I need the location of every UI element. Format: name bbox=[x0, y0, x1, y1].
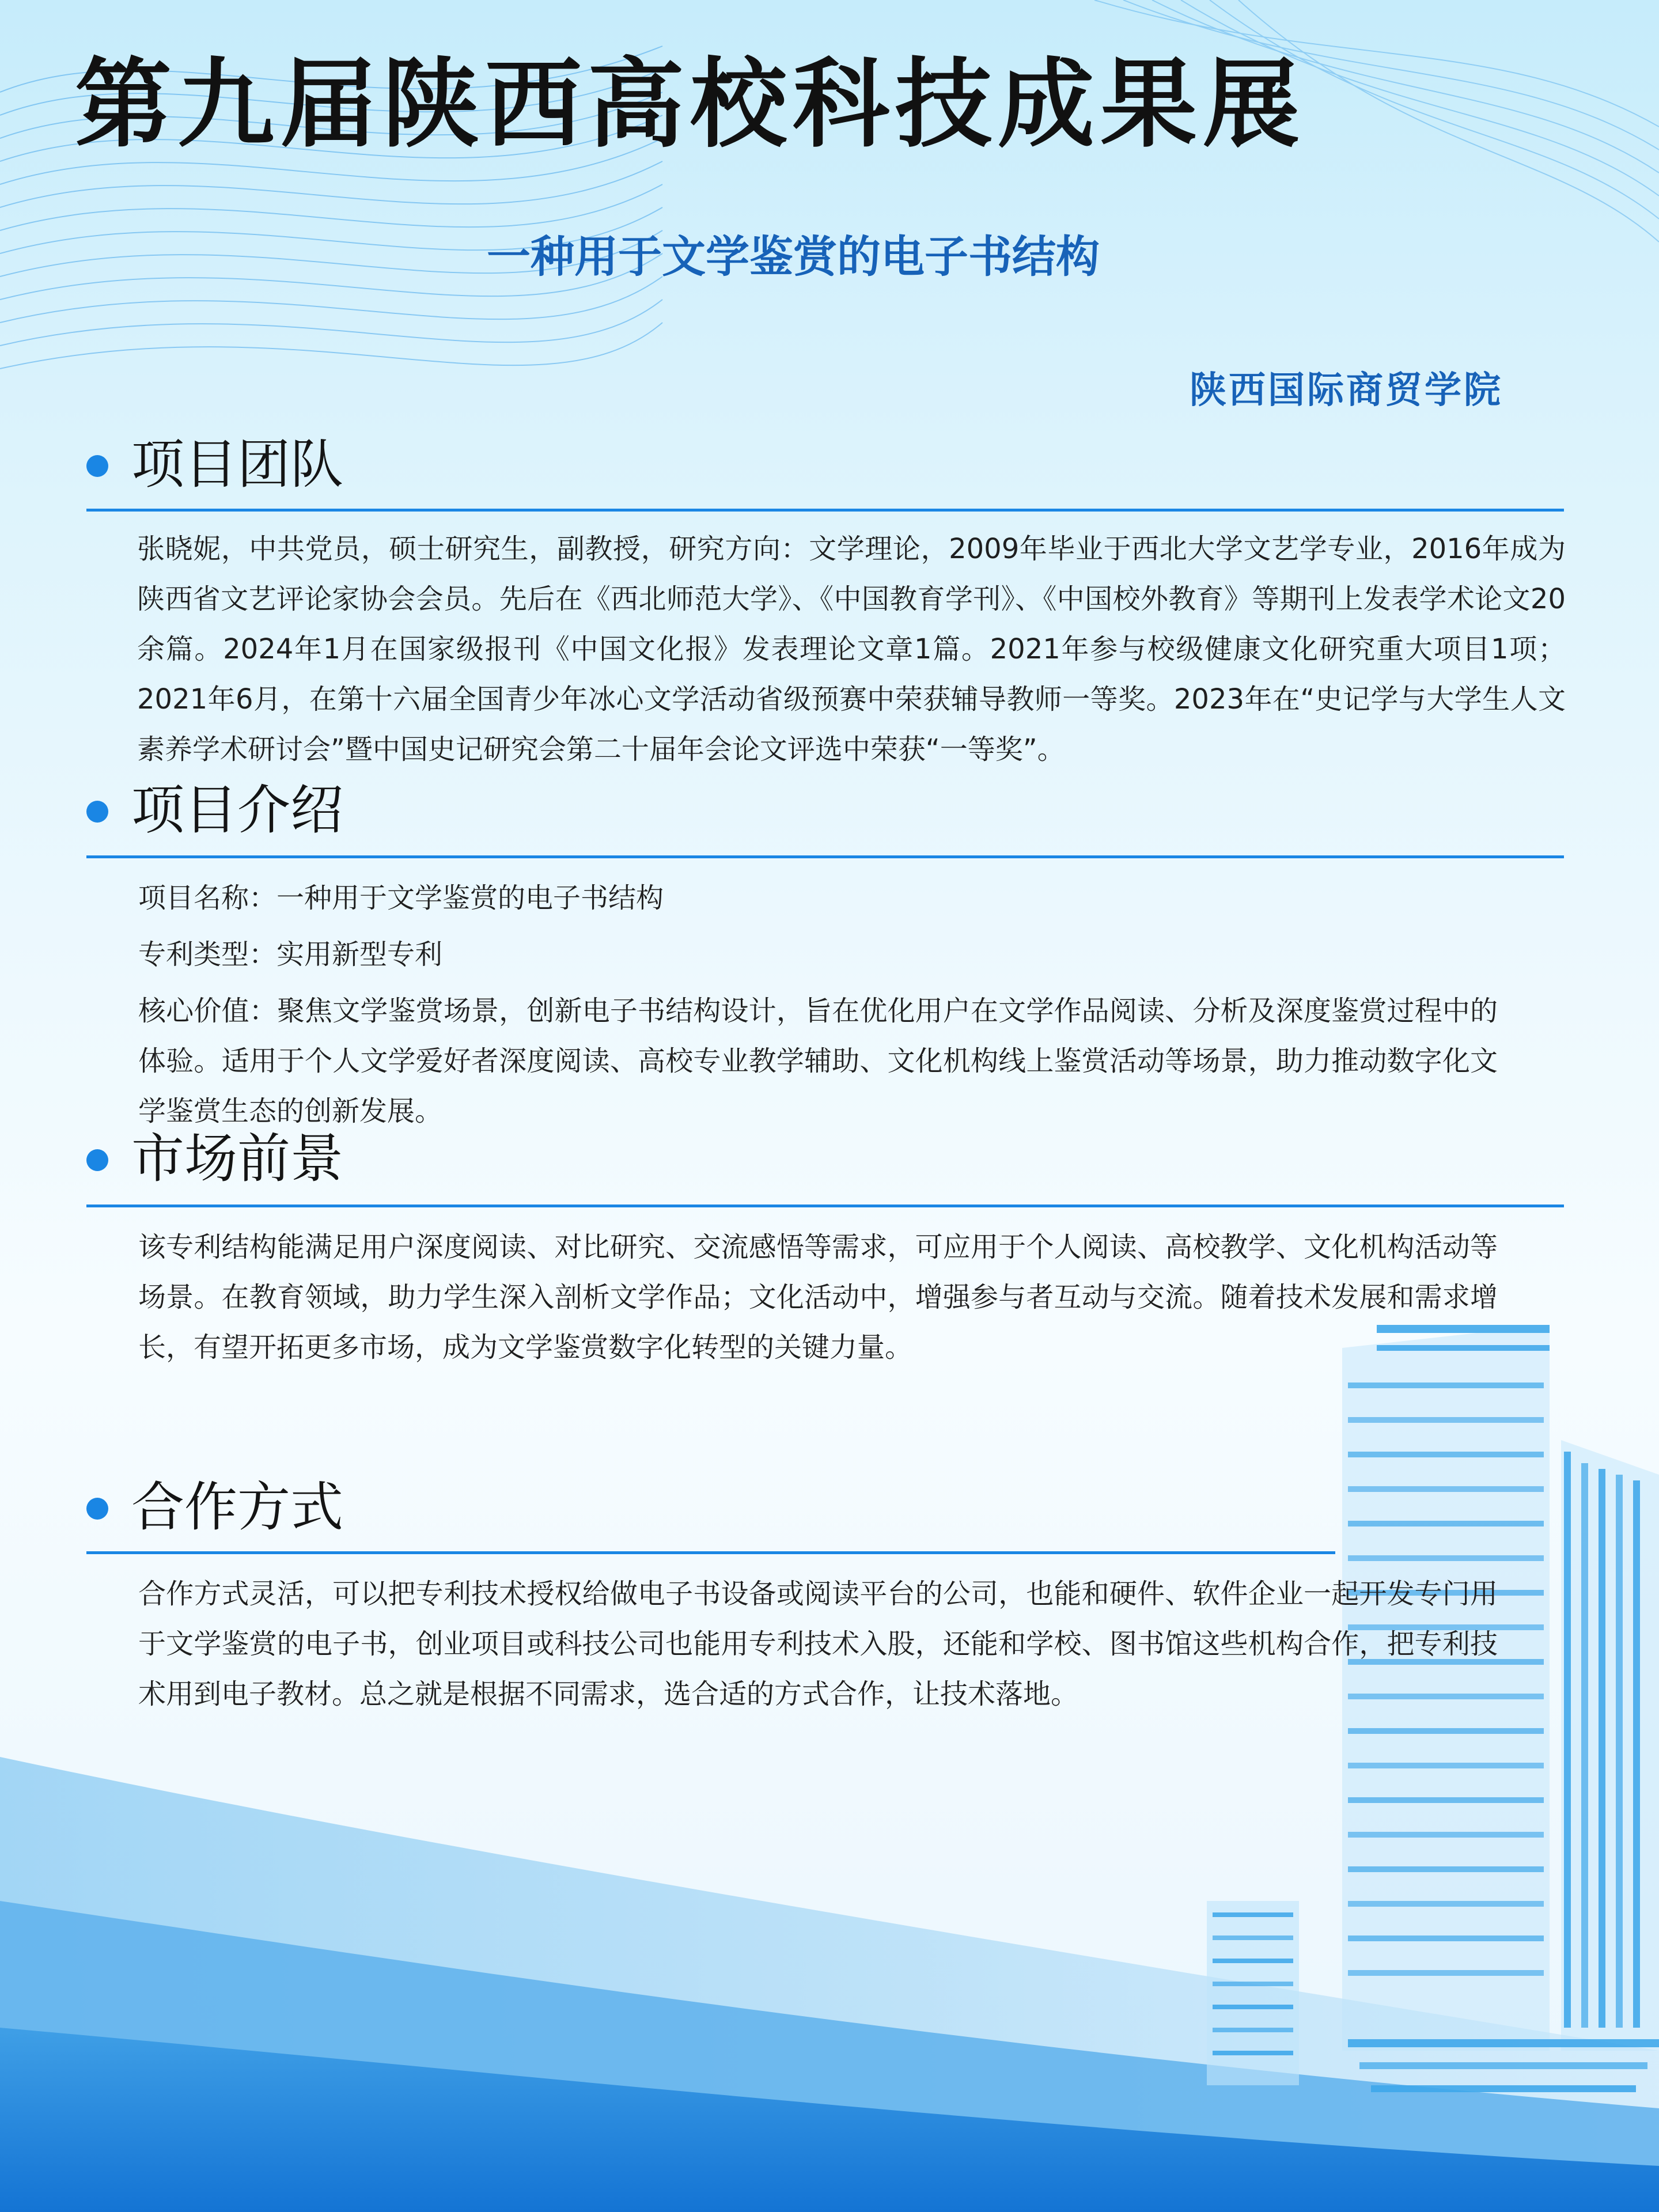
project-subtitle: 一种用于文学鉴赏的电子书结构 bbox=[487, 231, 1100, 282]
core-value-text: 核心价值：聚焦文学鉴赏场景，创新电子书结构设计，旨在优化用户在文学作品阅读、分析及深度鉴赏过程中的体验。适用于个人文学爱好者深度阅读、高校专业教学辅助、文化机构线上鉴赏活动等场景，助力推动数字化文学鉴赏生态的创新发展。 bbox=[138, 995, 1498, 1127]
institution-name: 陕西国际商贸学院 bbox=[1190, 369, 1503, 412]
section-divider bbox=[86, 855, 1564, 858]
market-description: 该专利结构能满足用户深度阅读、对比研究、交流感悟等需求，可应用于个人阅读、高校教学、文化机构活动等场景。在教育领域，助力学生深入剖析文学作品；文化活动中，增强参与者互动与交流。随着技术发展和需求增长，有望开拓更多市场，成为文学鉴赏数字化转型的关键力量。 bbox=[138, 1231, 1498, 1363]
section-title-team: 项目团队 bbox=[131, 434, 344, 495]
poster-title: 第九届陕西高校科技成果展 bbox=[75, 47, 1305, 161]
section-divider bbox=[86, 1551, 1335, 1554]
bullet-dot-icon bbox=[86, 455, 108, 477]
bullet-dot-icon bbox=[86, 1498, 108, 1520]
team-description: 张晓妮，中共党员，硕士研究生，副教授，研究方向：文学理论，2009年毕业于西北大学文艺学专业，2016年成为陕西省文艺评论家协会会员。先后在《西北师范大学》、《中国教育学刊》、《中国校外教育》等期刊上发表学术论文20余篇。2024年1月在国家级报刊《中国文化报》发表理论文章1篇。2021年参与校级健康文化研究重大项目1项；2021年6月，在第十六届全国青少年冰心文学活动省级预赛中荣获辅导教师一等奖。2023年在“史记学与大学生人文素养学术研讨会”暨中国史记研究会第二十届年会论文评选中荣获“一等奖”。 bbox=[137, 533, 1566, 766]
bullet-dot-icon bbox=[86, 801, 108, 823]
patent-type-line: 专利类型：实用新型专利 bbox=[138, 938, 443, 971]
project-name-line: 项目名称：一种用于文学鉴赏的电子书结构 bbox=[138, 882, 664, 914]
section-divider bbox=[86, 1205, 1564, 1207]
section-title-intro: 项目介绍 bbox=[131, 779, 344, 841]
section-title-market: 市场前景 bbox=[131, 1128, 344, 1190]
cooperation-description: 合作方式灵活，可以把专利技术授权给做电子书设备或阅读平台的公司，也能和硬件、软件企业一起开发专门用于文学鉴赏的电子书，创业项目或科技公司也能用专利技术入股，还能和学校、图书馆这些机构合作，把专利技术用到电子教材。总之就是根据不同需求，选合适的方式合作，让技术落地。 bbox=[138, 1578, 1498, 1710]
section-divider bbox=[86, 509, 1564, 512]
bullet-dot-icon bbox=[86, 1149, 108, 1171]
section-title-cooperation: 合作方式 bbox=[131, 1476, 344, 1538]
